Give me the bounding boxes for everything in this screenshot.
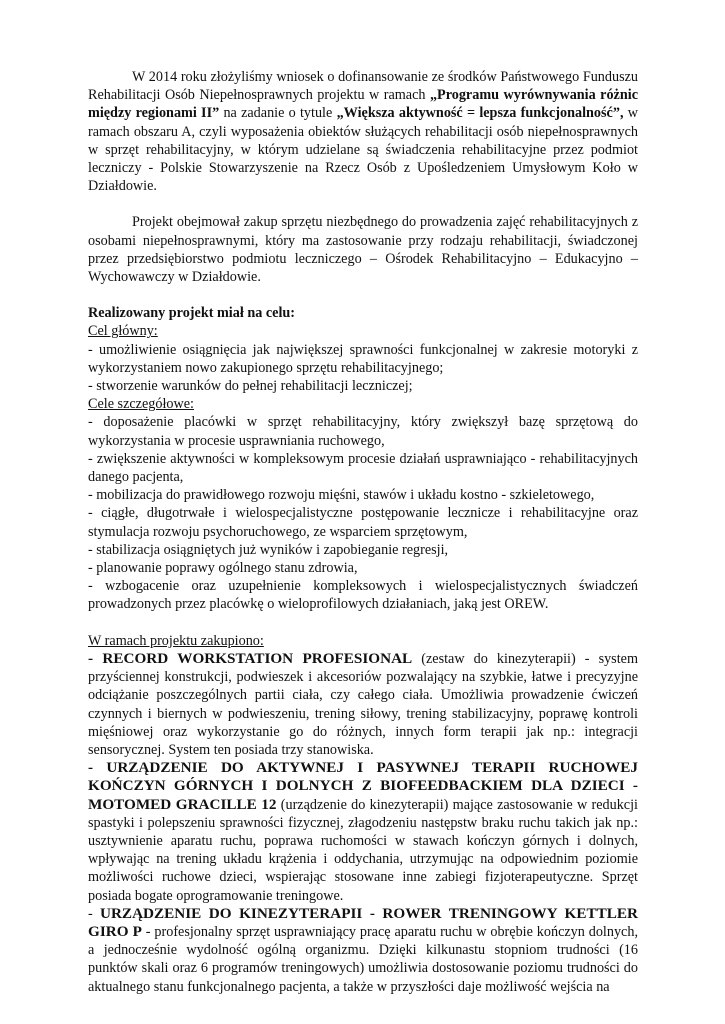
spacer xyxy=(88,195,638,213)
detail-goal-item: - stabilizacja osiągniętych już wyników i zapobieganie regresji, xyxy=(88,541,449,558)
detail-goal-item: - mobilizacja do prawidłowego rozwoju mięśni, stawów i układu kostno - szkieletowego, xyxy=(88,487,595,504)
detail-goal-item: - planowanie poprawy ogólnego stanu zdrowia, xyxy=(88,560,358,577)
intro-text: na zadanie o tytule xyxy=(219,105,337,122)
purchase-item-description: (urządzenie do kinezyterapii) mające zastosowanie w redukcji spastyki i polepszeniu sprawności fizycznej, złagodzeniu następstw braku ruchu takich jak np.: usztywnienie aparatu ruchu, poprawa ruchomości w stawach kończyn górnych i dolnych, wpływając na trening układu krążenia i oddychania, utrzymując na odpowiednim poziomie możliwości ruchowe dzieci, wspierając stosowane inne zabiegi fizjoterapeutyczne. Sprzęt posiada bogate oprogramowanie treningowe. xyxy=(88,796,638,904)
detail-goals-label: Cele szczegółowe: xyxy=(88,396,194,413)
purchase-item-3 xyxy=(88,905,638,996)
main-goal-item: - stworzenie warunków do pełnej rehabilitacji leczniczej; xyxy=(88,378,413,395)
spacer xyxy=(88,614,638,632)
main-goal-item: - umożliwienie osiągnięcia jak największej sprawności funkcjonalnej w zakresie motoryki z wykorzystaniem nowo zakupionego sprzętu rehabilitacyjnego; xyxy=(88,341,638,376)
main-goal-label: Cel główny: xyxy=(88,323,158,340)
purchase-item-description: - profesjonalny sprzęt usprawniający pracę aparatu ruchu w obrębie kończyn dolnych, a jednocześnie wydolność ogólną organizmu. Dzięki kilkunastu stopniom trudności (16 punktów skali oraz 6 programów treningowych) umożliwia dostosowanie poziomu trudności do aktualnego stanu funkcjonalnego pacjenta, a także w przyszłości daje możliwość wejścia na xyxy=(88,923,638,995)
purchase-item-dash: - xyxy=(88,905,100,922)
program-name: „Programu wyrównywania różnic między regionami II” xyxy=(88,87,638,122)
purchase-item-title: URZĄDZENIE DO KINEZYTERAPII - ROWER TRENINGOWY KETTLER GIRO P xyxy=(88,904,638,940)
purchase-item-1 xyxy=(88,650,638,759)
spacer xyxy=(88,286,638,304)
detail-goal-item: - wzbogacenie oraz uzupełnienie kompleksowych i wielospecjalistycznych świadczeń prowadzonych przez placówkę o wieloprofilowych działaniach, jaką jest OREW. xyxy=(88,578,638,613)
detail-goal-item: - zwiększenie aktywności w kompleksowym procesie działań usprawniająco - rehabilitacyjnych danego pacjenta, xyxy=(88,450,638,486)
detail-goal-item: - ciągłe, długotrwałe i wielospecjalistyczne postępowanie lecznicze i rehabilitacyjne oraz stymulacja rozwoju psychoruchowego, ze wsparciem sprzętowym, xyxy=(88,505,638,540)
purchases-label: W ramach projektu zakupiono: xyxy=(88,632,264,649)
purchase-item-2 xyxy=(88,759,638,905)
intro-paragraph-2: Projekt obejmował zakup sprzętu niezbędnego do prowadzenia zajęć rehabilitacyjnych z osobami niepełnosprawnymi, który ma zastosowanie przy rodzaju rehabilitacji, świadczonej przez przedsiębiorstwo podmiotu leczniczego – Ośrodek Rehabilitacyjno – Edukacyjno – Wychowawczy w Działdowie. xyxy=(88,214,638,286)
intro-text: W 2014 roku złożyliśmy wniosek o dofinansowanie ze środków Państwowego Funduszu Rehabilitacji Osób Niepełnosprawnych projektu w ramach xyxy=(88,69,638,104)
intro-paragraph-1 xyxy=(88,68,638,195)
intro-text: w ramach obszaru A, czyli wyposażenia obiektów służących rehabilitacji osób niepełnosprawnych w sprzęt rehabilitacyjny, w którym udzielane są świadczenia rehabilitacyjne przez podmiot leczniczy - Polskie Stowarzyszenie na Rzecz Osób z Upośledzeniem Umysłowym Koło w Działdowie. xyxy=(88,105,638,195)
goals-heading: Realizowany projekt miał na celu: xyxy=(88,305,296,322)
purchase-item-description: (zestaw do kinezyterapii) - system przyściennej konstrukcji, podwieszek i akcesoriów pozwalający na szybkie, łatwe i precyzyjne odciążanie poszczególnych partii ciała, czy całego ciała. Umożliwia prowadzenie ćwiczeń czynnych i biernych w podwieszeniu, trening siłowy, trening stabilizacyjny, poprawę kontroli mięśniowej oraz wykorzystanie go do różnych, innych form terapii jak np.: integracji sensorycznej. System ten posiada trzy stanowiska. xyxy=(88,650,638,758)
task-title: „Większa aktywność = lepsza funkcjonalność”, xyxy=(336,105,624,122)
purchase-item-title: - URZĄDZENIE DO AKTYWNEJ I PASYWNEJ TERAPII RUCHOWEJ KOŃCZYN GÓRNYCH I DOLNYCH Z BIOFEEDBACKIEM DLA DZIECI - MOTOMED GRACILLE 12 xyxy=(88,759,638,813)
detail-goal-item: - doposażenie placówki w sprzęt rehabilitacyjny, który zwiększył bazę sprzętową do wykorzystania w procesie usprawniania ruchowego, xyxy=(88,414,638,449)
document-page xyxy=(88,68,638,996)
purchase-item-title: - RECORD WORKSTATION PROFESIONAL xyxy=(88,649,413,667)
